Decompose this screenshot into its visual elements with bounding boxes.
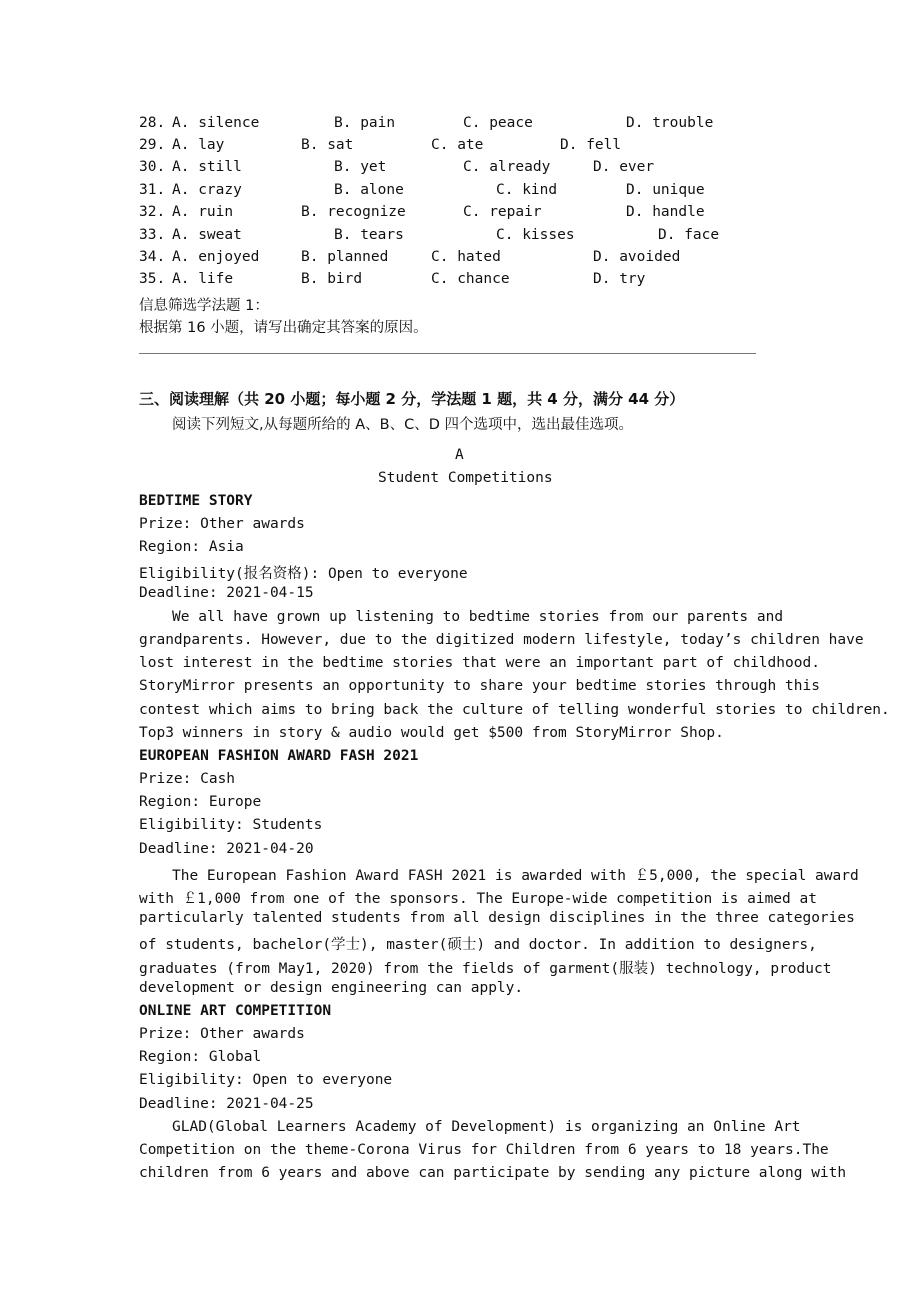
region: Region: Global: [139, 1049, 262, 1065]
option-a: A. enjoyed: [172, 249, 260, 265]
option-row-32: [139, 204, 839, 224]
option-d: D. trouble: [626, 115, 714, 131]
option-a: A. silence: [172, 115, 260, 131]
paragraph-line: GLAD(Global Learners Academy of Development) is organizing an Online Art: [172, 1119, 801, 1135]
paragraph-line: The European Fashion Award FASH 2021 is awarded with ￡5,000, the special award: [172, 868, 859, 884]
question-number: 32.: [139, 204, 166, 220]
paragraph-line: of students, bachelor(学士), master(硕士) and doctor. In addition to designers,: [139, 937, 817, 953]
paragraph-line: lost interest in the bedtime stories that were an important part of childhood.: [139, 655, 820, 671]
section-instruction: 阅读下列短文,从每题所给的 A、B、C、D 四个选项中，选出最佳选项。: [172, 417, 633, 433]
question-number: 34.: [139, 249, 166, 265]
option-b: B. tears: [334, 227, 404, 243]
paragraph-line: grandparents. However, due to the digitized modern lifestyle, today’s children have: [139, 632, 864, 648]
option-a: A. lay: [172, 137, 225, 153]
option-b: B. sat: [301, 137, 354, 153]
option-c: C. hated: [431, 249, 501, 265]
option-a: A. sweat: [172, 227, 242, 243]
option-b: B. yet: [334, 159, 387, 175]
paragraph-line: StoryMirror presents an opportunity to share your bedtime stories through this: [139, 678, 820, 694]
option-row-28: [139, 115, 839, 135]
paragraph-line: Top3 winners in story & audio would get $500 from StoryMirror Shop.: [139, 725, 724, 741]
option-row-35: [139, 271, 839, 291]
option-c: C. repair: [463, 204, 542, 220]
passage-title: Student Competitions: [378, 470, 553, 486]
answer-line[interactable]: [139, 353, 756, 354]
paragraph-line: particularly talented students from all design disciplines in the three categories: [139, 910, 855, 926]
option-c: C. kind: [496, 182, 558, 198]
option-a: A. still: [172, 159, 242, 175]
eligibility: Eligibility(报名资格): Open to everyone: [139, 566, 468, 582]
paragraph-line: Competition on the theme-Corona Virus for Children from 6 years to 18 years.The: [139, 1142, 829, 1158]
deadline: Deadline: 2021-04-20: [139, 841, 314, 857]
section-heading: 三、阅读理解（共 20 小题；每小题 2 分，学法题 1 题，共 4 分，满分 44 分）: [139, 390, 685, 408]
question-number: 30.: [139, 159, 166, 175]
prize: Prize: Cash: [139, 771, 236, 787]
passage-letter: A: [455, 447, 464, 463]
question-number: 33.: [139, 227, 166, 243]
option-c: C. kisses: [496, 227, 575, 243]
option-b: B. planned: [301, 249, 389, 265]
method-question-text: 根据第 16 小题，请写出确定其答案的原因。: [139, 320, 428, 336]
question-number: 35.: [139, 271, 166, 287]
competition-title-bedtime: BEDTIME STORY: [139, 493, 253, 509]
option-row-34: [139, 249, 839, 269]
method-question-title: 信息筛选学法题 1：: [139, 298, 269, 314]
eligibility: Eligibility: Students: [139, 817, 323, 833]
option-d: D. fell: [560, 137, 622, 153]
eligibility: Eligibility: Open to everyone: [139, 1072, 393, 1088]
region: Region: Europe: [139, 794, 262, 810]
option-b: B. pain: [334, 115, 396, 131]
option-c: C. already: [463, 159, 551, 175]
region: Region: Asia: [139, 539, 244, 555]
paragraph-line: We all have grown up listening to bedtime stories from our parents and: [172, 609, 784, 625]
prize: Prize: Other awards: [139, 516, 305, 532]
option-b: B. bird: [301, 271, 363, 287]
paragraph-line: contest which aims to bring back the culture of telling wonderful stories to children.: [139, 702, 890, 718]
option-d: D. unique: [626, 182, 705, 198]
option-b: B. recognize: [301, 204, 406, 220]
paragraph-line: children from 6 years and above can participate by sending any picture along with: [139, 1165, 847, 1181]
option-c: C. ate: [431, 137, 484, 153]
question-number: 29.: [139, 137, 166, 153]
option-d: D. try: [593, 271, 646, 287]
option-c: C. chance: [431, 271, 510, 287]
paragraph-line: with ￡1,000 from one of the sponsors. The Europe-wide competition is aimed at: [139, 891, 817, 907]
option-row-29: [139, 137, 839, 157]
prize: Prize: Other awards: [139, 1026, 305, 1042]
question-number: 31.: [139, 182, 166, 198]
option-row-30: [139, 159, 839, 179]
option-a: A. crazy: [172, 182, 242, 198]
competition-title-art: ONLINE ART COMPETITION: [139, 1003, 332, 1019]
option-a: A. life: [172, 271, 234, 287]
option-d: D. ever: [593, 159, 655, 175]
paragraph-line: development or design engineering can apply.: [139, 980, 524, 996]
option-c: C. peace: [463, 115, 533, 131]
option-row-31: [139, 182, 839, 202]
question-number: 28.: [139, 115, 166, 131]
option-row-33: [139, 227, 839, 247]
deadline: Deadline: 2021-04-25: [139, 1096, 314, 1112]
option-d: D. handle: [626, 204, 705, 220]
option-a: A. ruin: [172, 204, 234, 220]
option-b: B. alone: [334, 182, 404, 198]
deadline: Deadline: 2021-04-15: [139, 585, 314, 601]
option-d: D. avoided: [593, 249, 681, 265]
paragraph-line: graduates (from May1, 2020) from the fields of garment(服装) technology, product: [139, 961, 832, 977]
competition-title-fashion: EUROPEAN FASHION AWARD FASH 2021: [139, 748, 419, 764]
option-d: D. face: [658, 227, 720, 243]
